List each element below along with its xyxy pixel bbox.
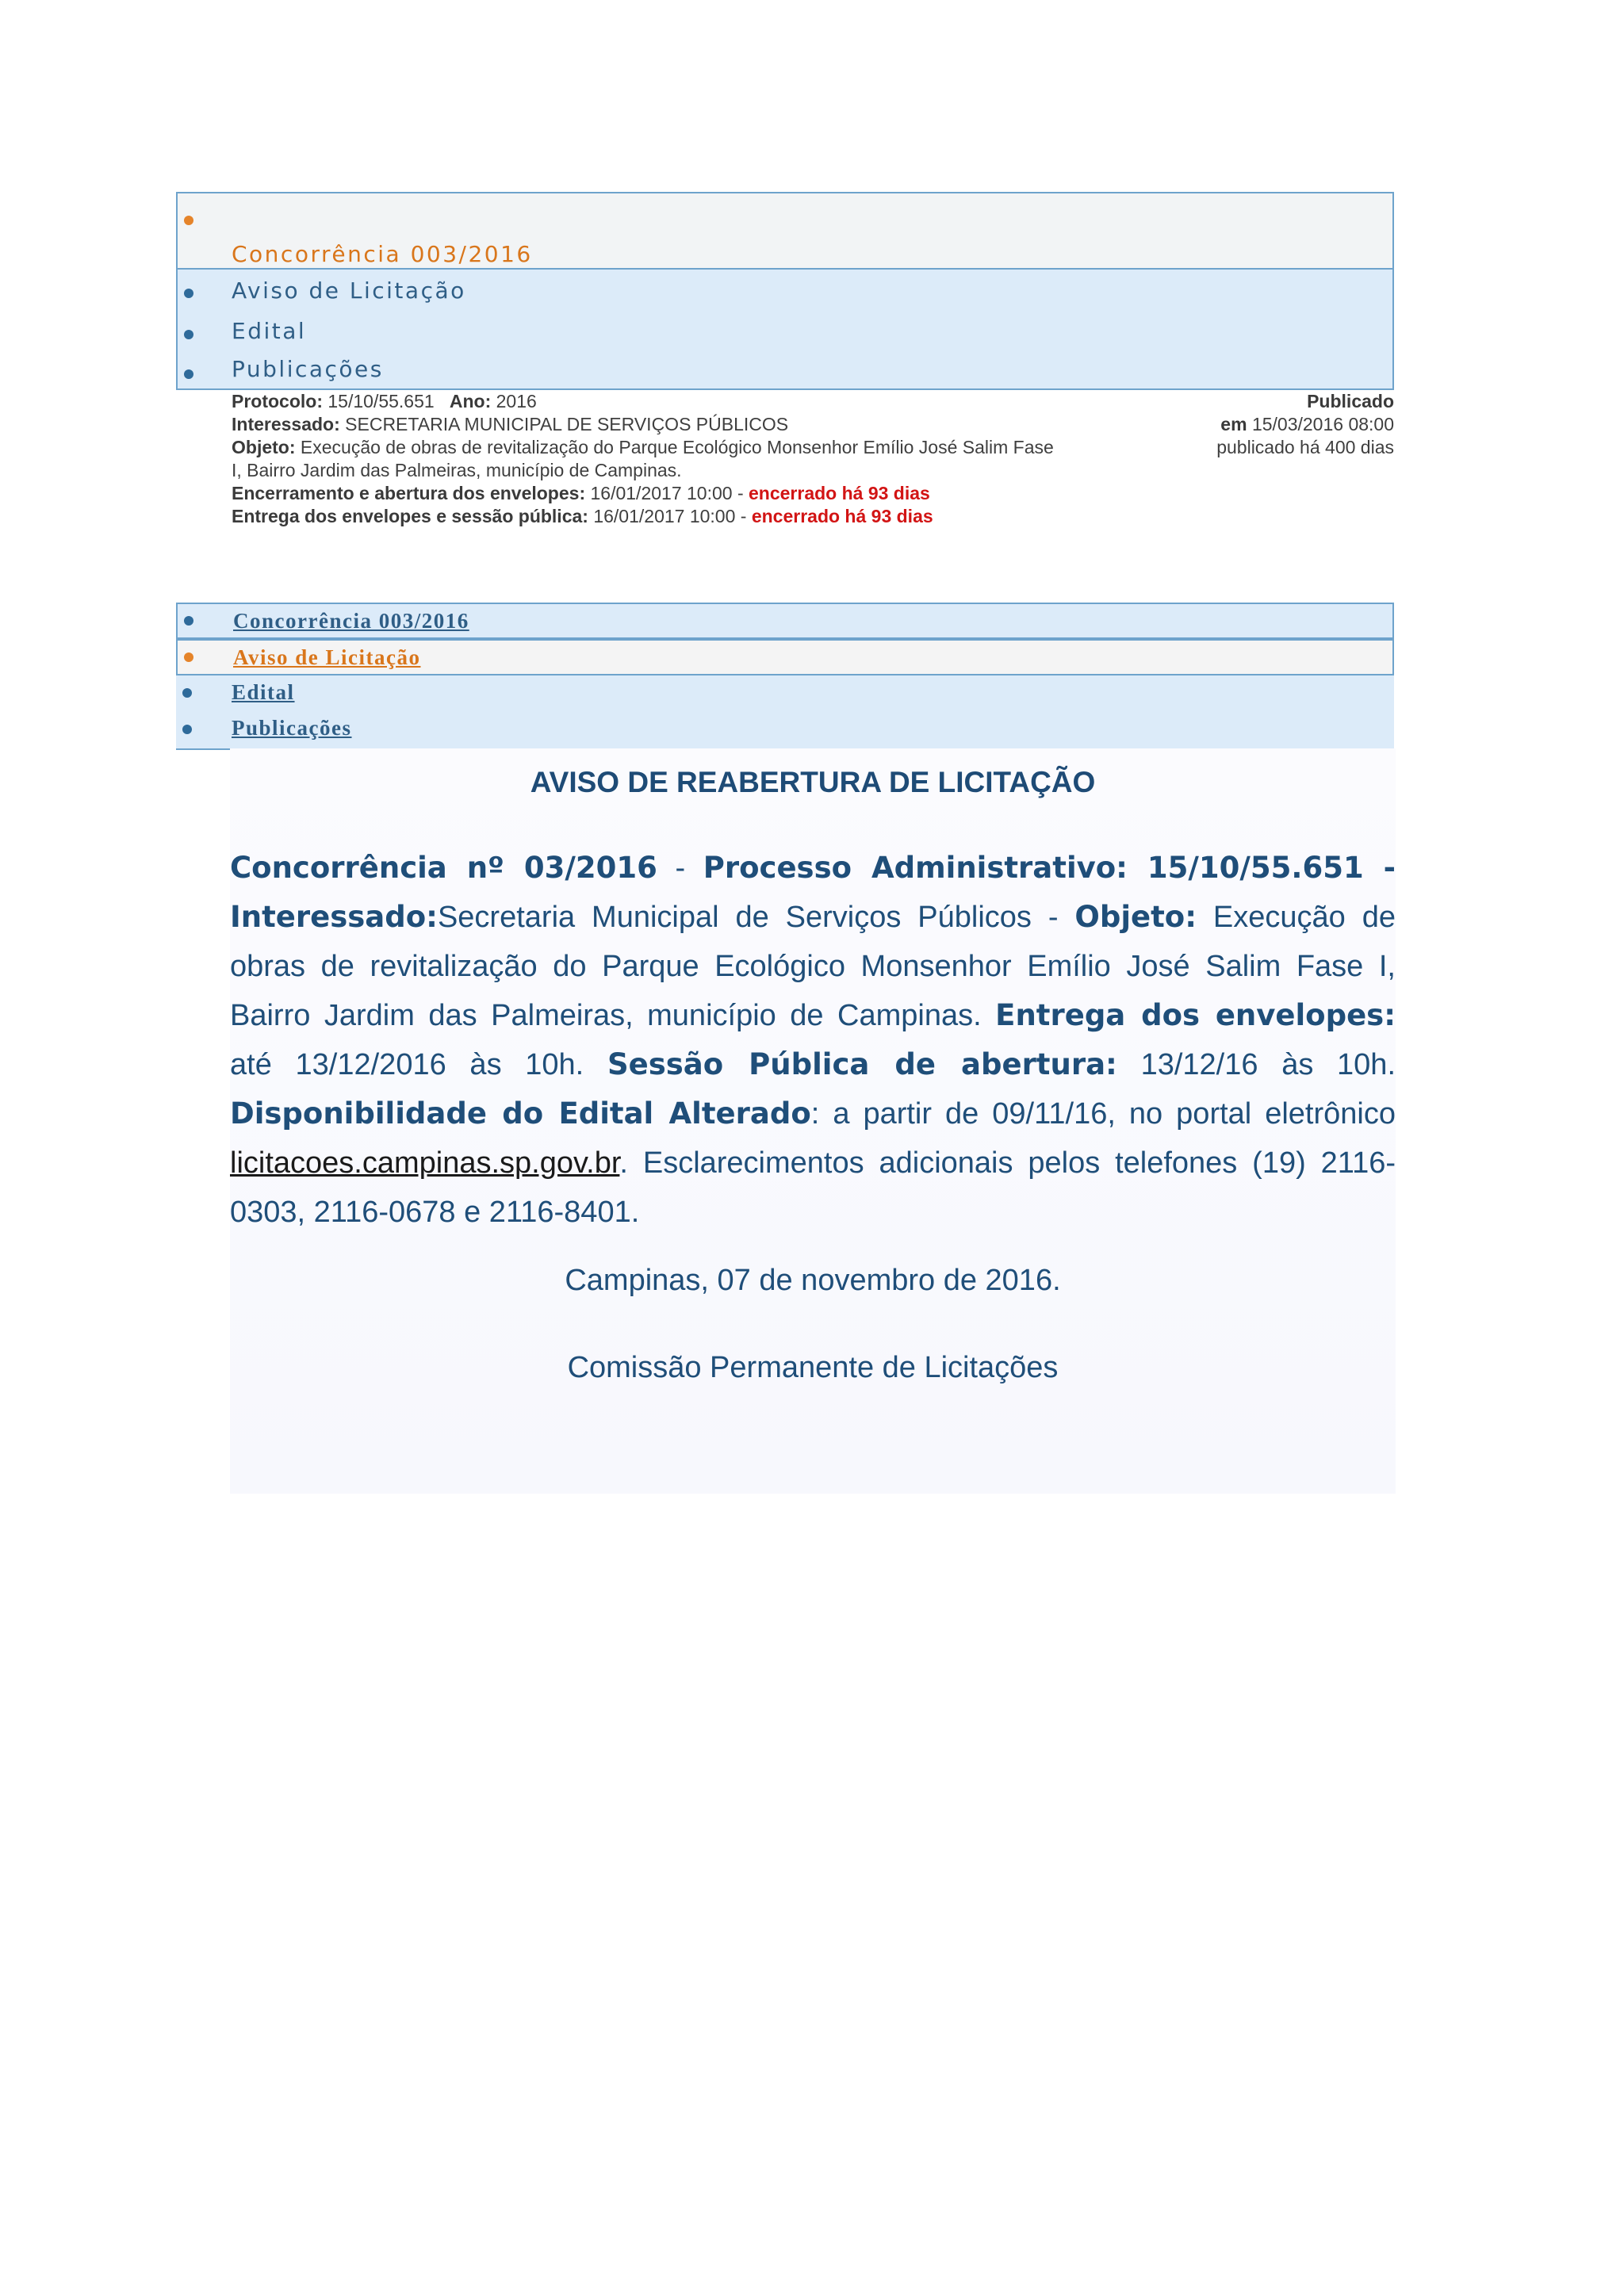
publicado-label: Publicado (1307, 391, 1394, 411)
nav2-item-aviso[interactable] (176, 639, 1394, 675)
bullet-icon (184, 330, 193, 339)
bullet-icon (184, 216, 193, 225)
nav-item-label: Concorrência 003/2016 (232, 241, 533, 267)
publicado-block (1156, 390, 1394, 459)
esclarecimentos-text: . Esclarecimentos adicionais pelos telefones (19) 2116-0303, 2116-0678 e 2116-8401. (230, 1146, 1396, 1229)
disponibilidade-label: Disponibilidade do Edital Alterado (230, 1096, 811, 1131)
interessado-value: Secretaria Municipal de Serviços Públicos - (437, 901, 1075, 934)
nav-item-group (176, 270, 1394, 390)
encerramento-status: encerrado há 93 dias (749, 483, 930, 503)
bullet-icon (184, 616, 193, 626)
concorrencia-label: Concorrência nº 03/2016 (230, 851, 657, 885)
notice-title: AVISO DE REABERTURA DE LICITAÇÃO (530, 766, 1096, 798)
ano-label: Ano: (449, 391, 492, 411)
nav2-item-publicacoes[interactable]: Publicações (232, 716, 352, 740)
objeto-line (232, 436, 1167, 459)
encerramento-value: 16/01/2017 10:00 - (590, 483, 744, 503)
nav2-item-concorrencia[interactable] (176, 603, 1394, 639)
disponibilidade-value: : a partir de 09/11/16, no portal eletrônico (810, 1097, 1396, 1131)
entrega-label: Entrega dos envelopes: (995, 998, 1396, 1032)
objeto-line-cont (232, 459, 1167, 482)
licitacao-info (232, 390, 1394, 528)
protocolo-label: Protocolo: (232, 391, 323, 411)
interessado-label: Interessado: (232, 414, 340, 434)
objeto-value-cont: I, Bairro Jardim das Palmeiras, município de Campinas. (232, 460, 682, 480)
objeto-label: Objeto: (1074, 900, 1197, 934)
objeto-value: Execução de obras de revitalização do Parque Ecológico Monsenhor Emílio José Salim Fase I, Bairro Jardim das Palmeiras, município de Campinas. (230, 901, 1396, 1032)
entrega-line (232, 505, 1167, 528)
sessao-value: 13/12/16 às 10h. (1116, 1048, 1396, 1081)
bullet-icon (182, 725, 192, 734)
publicado-ha: publicado há 400 dias (1216, 437, 1394, 457)
protocolo-line (232, 390, 1167, 413)
protocolo-value: 15/10/55.651 (327, 391, 435, 411)
separator: - (657, 851, 703, 885)
encerramento-label: Encerramento e abertura dos envelopes: (232, 483, 586, 503)
bullet-icon (182, 688, 192, 698)
nav2-item-label[interactable]: Concorrência 003/2016 (233, 609, 469, 633)
info-details (232, 390, 1167, 528)
objeto-label: Objeto: (232, 437, 296, 457)
nav-item-aviso[interactable]: Aviso de Licitação (232, 277, 466, 304)
nav-item-publicacoes[interactable]: Publicações (232, 356, 384, 382)
objeto-value: Execução de obras de revitalização do Parque Ecológico Monsenhor Emílio José Salim Fase (300, 437, 1054, 457)
nav2-item-edital[interactable]: Edital (232, 680, 295, 704)
bullet-icon (184, 369, 193, 379)
sessao-label: Sessão Pública de abertura: (607, 1047, 1117, 1081)
interessado-label: Interessado: (230, 900, 438, 934)
processo-label: Processo Administrativo: 15/10/55.651 - (703, 851, 1396, 885)
secondary-navigation (176, 603, 1394, 750)
entrega-label: Entrega dos envelopes e sessão pública: (232, 506, 588, 526)
notice-date: Campinas, 07 de novembro de 2016. (565, 1264, 1061, 1297)
nav-item-concorrencia[interactable] (176, 192, 1394, 270)
notice-panel (230, 748, 1396, 1494)
bullet-icon (184, 289, 193, 298)
publicado-em-value: 15/03/2016 08:00 (1251, 414, 1394, 434)
top-navigation (176, 192, 1394, 390)
entrega-status: encerrado há 93 dias (751, 506, 933, 526)
interessado-line (232, 413, 1167, 436)
portal-link[interactable]: licitacoes.campinas.sp.gov.br (230, 1146, 620, 1180)
notice-signature: Comissão Permanente de Licitações (567, 1351, 1059, 1384)
ano-value: 2016 (496, 391, 537, 411)
publicado-em-label: em (1220, 414, 1247, 434)
nav-item-edital[interactable]: Edital (232, 318, 307, 344)
entrega-value: até 13/12/2016 às 10h. (230, 1048, 607, 1081)
encerramento-line (232, 482, 1167, 505)
nav2-item-label[interactable]: Aviso de Licitação (233, 645, 421, 669)
entrega-value: 16/01/2017 10:00 - (593, 506, 747, 526)
notice-body (230, 844, 1396, 1237)
interessado-value: SECRETARIA MUNICIPAL DE SERVIÇOS PÚBLICOS (345, 414, 789, 434)
bullet-icon (184, 652, 193, 662)
nav2-item-group (176, 675, 1394, 750)
